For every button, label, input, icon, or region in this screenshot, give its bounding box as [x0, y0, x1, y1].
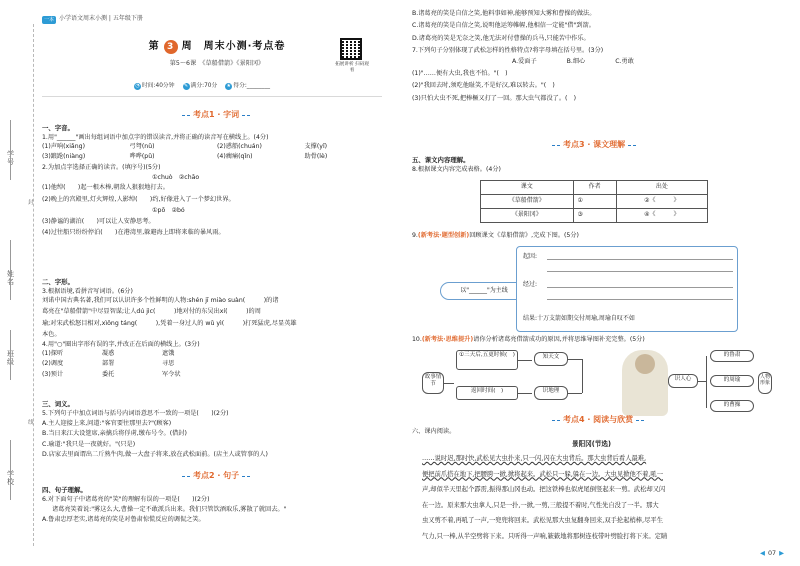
passage-line[interactable]: 瑜;对宋武松怒目相对,xìǒng táng( ),凭着一身过人的 wǔ yì( )打死猛虎,尽显英雄 — [42, 319, 297, 327]
option-a: A.爱面子 — [512, 58, 537, 66]
question-text: 6.对下面句子中诸葛亮的"笑"的理解有误的一项是( )(2分) — [42, 495, 210, 503]
score-field[interactable]: 得分:________ — [233, 83, 270, 89]
zhuge-liang-illustration — [622, 350, 668, 416]
fill-item[interactable]: (2)晚上的宫殿里,灯火辉煌,人影绰( )约,好像进入了一个梦幻世界。 — [42, 195, 235, 203]
weather-node: 知天文 — [534, 352, 568, 366]
fill-item[interactable]: (3)只怕大虫不死,把棒橛又打了一回。那大虫气都没了。( ) — [412, 94, 577, 102]
part-heading: 三、词义。 — [42, 400, 74, 408]
answer-line[interactable] — [547, 299, 733, 300]
table-cell[interactable]: ②《 》 — [616, 195, 707, 209]
cause-label: 起因: — [523, 253, 538, 260]
passage-line: 本色。 — [42, 331, 61, 339]
question-text: 2.为加点字选择正确的读音。(填序号)(5分) — [42, 163, 161, 171]
passage-line: ……说时迟,那时快,武松见大虫扑来,只一闪,闪在大虫背后。那大虫背后看人最难, — [422, 455, 647, 462]
choice-c[interactable]: C.瑜道:"我只是一夜就好。"(只是) — [42, 440, 136, 448]
school-field[interactable] — [10, 440, 11, 500]
next-page-icon[interactable]: ▶ — [779, 549, 784, 558]
question-group-5 — [412, 156, 790, 174]
question-text: 3.根据语境,看拼音写词语。(6分) — [42, 287, 133, 295]
question-text: 7.下列句子分别体现了武松怎样的性格特点?将字母填在括号里。(3分) — [412, 47, 604, 55]
full-score: 满分:70分 — [190, 83, 218, 89]
answer-line[interactable] — [547, 259, 733, 260]
q6-continued — [412, 10, 790, 103]
page-number: 07 — [767, 549, 777, 558]
passage-line: 便把前爪搭在地下,把腰胯一掀,掀将起来。武松只一躲,躲在一边。大虫见掀他不着,吼一 — [422, 470, 663, 478]
question-group-4 — [42, 486, 392, 525]
table-cell[interactable]: ① — [573, 195, 616, 209]
choice-d[interactable]: D.店家去里面谓出二斤熟牛肉,做一大盘子将来,放在武松面前。(店主人或管事的人) — [42, 451, 268, 459]
section-heading-3: 考点3 · 课文理解 — [552, 140, 636, 151]
passage-line[interactable]: 葛亮在"草船借箭"中尽显智谋;让人dú jìc( )地对付的东吴出xí( )的周 — [42, 308, 261, 316]
table-cell: 《景阳冈》 — [481, 209, 574, 223]
question-text: 8.根据课文内容完成表格。(4分) — [412, 165, 501, 173]
part-heading: 一、字音。 — [42, 124, 74, 132]
result-text: 结果:十万支箭如期交付周瑜,周瑜自叹不如 — [523, 315, 635, 322]
word-cell[interactable]: (3)预计 — [42, 370, 64, 378]
story-node: 故事情节 — [422, 372, 444, 394]
passage-line: 在一边。原来那大虫拿人,只是一扑,一掀,一剪,三般提不着时,气性先自没了一半。那大 — [422, 501, 659, 509]
event-node[interactable]: 返回时间( ) — [456, 386, 518, 400]
series-header — [42, 14, 143, 25]
cut-line — [33, 24, 34, 546]
word-cell[interactable]: 寻思 — [162, 360, 175, 368]
part-heading: 四、句子理解。 — [42, 486, 87, 494]
series-title: 小学语文周末小测 | 五年级下册 — [59, 15, 143, 23]
word-cell[interactable]: 部署 — [102, 360, 115, 368]
q4-row — [42, 371, 222, 379]
question-group-2 — [42, 278, 392, 379]
prev-page-icon[interactable]: ◀ — [760, 549, 765, 558]
label-student-no: 学号 — [6, 150, 15, 166]
pinyin-options: ①chuò ②chāo — [152, 174, 200, 182]
result-icon: ★ — [226, 83, 231, 89]
week-number-badge: 3 — [164, 40, 178, 54]
word-cell[interactable]: 凝惑 — [102, 349, 115, 357]
plot-diagram — [516, 246, 738, 332]
fill-item[interactable]: (4)过往船只纷纷停泊( )在港湾里,躲避海上即将来临的暴风雨。 — [42, 228, 225, 236]
fill-item[interactable]: (1)他绰( )起一根木棒,朝敌人狠狠地打去。 — [42, 184, 169, 192]
part-heading: 二、字形。 — [42, 278, 74, 286]
question-text: 4.用"○"圈出字形有误的字,并改正在后面的横线上。(3分) — [42, 341, 200, 349]
binding-margin — [0, 0, 40, 566]
option-b: B.细心 — [566, 58, 586, 66]
option-cell[interactable]: (2)惑船(chuán) — [217, 143, 262, 150]
section-heading-4: 考点4 · 阅读与欣赏 — [552, 415, 644, 426]
series-logo: 一本 — [44, 16, 55, 23]
question-text: 回顾课文《草船借箭》,完成下图。(5分) — [469, 232, 579, 239]
clock-icon: ◔ — [135, 83, 140, 89]
table-row — [481, 209, 708, 223]
question-tag: (新考法·思维提升) — [421, 336, 474, 343]
passage-line: 气力,只一棒,从半空劈将下来。只听得一声响,簌簌地将那树连枝带叶劈脸打将下来。定睛 — [422, 532, 668, 540]
line-mark: 线 — [28, 420, 34, 426]
know-people-node: 识人心 — [668, 374, 698, 388]
score-icon: ✎ — [183, 83, 189, 89]
passage-line: 虫又剪不着,再吼了一声,一兜兜将回来。武松见那大虫复翻身回来,双手抡起梢棒,尽平生 — [422, 517, 663, 525]
seal-mark: 封 — [28, 200, 34, 206]
fill-item[interactable]: (2)"我回去时,须吃他耻笑,不是好汉,难以转去。"( ) — [412, 82, 555, 90]
option-cell[interactable]: (1)声响(xiǎng) — [42, 143, 85, 150]
quote-text: 诸葛亮笑着说:"雾这么大,曹操一定不敢派兵出来。我们只管饮酒取乐,雾散了就回去。" — [52, 506, 287, 513]
q4-row — [42, 360, 222, 368]
column-header: 出处 — [616, 181, 707, 195]
choice-b[interactable]: B.当日来江大设筵席,亲擒兵将俘虏,缴布号令。(借封) — [42, 430, 187, 438]
paper-title — [92, 40, 342, 68]
option-cell[interactable]: 支撑(yǐ) — [304, 143, 328, 150]
option-cell[interactable]: (3)踉跄(niàng) — [42, 153, 86, 161]
left-page — [42, 0, 394, 566]
units-subtitle: 第5～6课 《草船借箭》《景阳冈》 — [169, 60, 265, 67]
choice-a[interactable]: A.主人迎接上来,问道:"客官要往那里去?"(顾客) — [42, 420, 172, 427]
geography-node: 识地理 — [534, 386, 568, 400]
option-cell[interactable]: 弓弩(nǔ) — [129, 143, 155, 150]
choice-a[interactable]: A.鲁肃忠厚老实,诸葛亮的笑是对鲁肃惊慌反应的调侃之笑。 — [42, 516, 205, 524]
class-field[interactable] — [10, 330, 11, 380]
word-cell[interactable]: (1)探听 — [42, 349, 64, 357]
question-text: 5.下列句子中加点词语与括号内词语意思不一致的一项是( )(2分) — [42, 409, 229, 417]
word-cell[interactable]: 委托 — [102, 370, 115, 378]
question-tag: (新考法·题型创新) — [417, 232, 470, 239]
q7-options — [412, 58, 790, 66]
q1-row — [42, 143, 392, 151]
table-header-row — [481, 181, 708, 195]
process-label: 经过: — [523, 281, 538, 288]
option-cell[interactable]: 哗哗(pǔ) — [129, 153, 155, 161]
q4-row — [42, 350, 222, 358]
event-node[interactable]: ①三天后,五更时候( ) — [456, 350, 518, 370]
question-group-3 — [42, 400, 392, 459]
answer-line[interactable] — [547, 287, 733, 288]
table-cell[interactable]: ③ — [573, 209, 616, 223]
mind-map — [422, 350, 772, 420]
column-header: 课文 — [481, 181, 574, 195]
mainline-bubble[interactable]: 以"______"为主线 — [440, 282, 528, 300]
section-heading-2: 考点2 · 句子 — [182, 471, 250, 482]
table-cell[interactable]: ④《 》 — [616, 209, 707, 223]
week-suffix: 周 周末小测·考点卷 — [181, 41, 286, 53]
right-page — [412, 0, 792, 566]
q1-row — [42, 153, 392, 161]
choice-b[interactable]: B.诸葛亮的笑是自信之笑,他料事如神,能够预知大雾和曹操的做法。 — [412, 10, 596, 17]
option-cell[interactable]: (4)瘸痛(qǐn) — [217, 153, 253, 161]
part-heading: 六、课内阅读。 — [412, 428, 456, 435]
student-no-field[interactable] — [10, 120, 11, 180]
word-cell[interactable]: 遮饿 — [162, 349, 175, 357]
passage-line: 声,却似半天里起个霹雳,振得那山冈也动。把这铁棒也似虎尾倒竖起来一剪。武松却又闪 — [422, 486, 666, 494]
passage-title: 景阳冈(节选) — [572, 440, 611, 448]
table-row — [481, 195, 708, 209]
question-text: 1.用"______"画出每组词语中加点字的错误读音,并将正确的读音写在横线上。(4分) — [42, 133, 269, 141]
question-10: 10.(新考法·思维提升)请你分析诸葛亮借箭成功的原因,并将思维导图补充完整。(5分) — [412, 336, 645, 343]
fill-item[interactable]: (3)静谧的湖泊( )可以让人安静思考。 — [42, 217, 155, 225]
trait-node[interactable]: 的鲁肃 — [710, 350, 754, 362]
option-cell[interactable]: 助骨(lè) — [304, 153, 328, 161]
fill-item[interactable]: (1)"……便有大虫,我也不怕。"( ) — [412, 69, 508, 77]
week-prefix: 第 — [148, 41, 160, 53]
divider — [42, 96, 382, 97]
trait-node[interactable]: 的曹操 — [710, 400, 754, 412]
table-cell: 《草船借箭》 — [481, 195, 574, 209]
exam-meta — [134, 83, 270, 91]
time-limit: 时间:40分钟 — [142, 83, 175, 89]
choice-d[interactable]: D.诸葛亮的笑是无奈之笑,他无法对付曹操的兵马,只能苦中作乐。 — [412, 34, 590, 42]
info-table — [480, 180, 708, 223]
label-school: 学校 — [6, 470, 15, 486]
word-cell[interactable]: (2)调度 — [42, 360, 64, 368]
question-group-1 — [42, 124, 392, 237]
answer-line[interactable] — [547, 271, 733, 272]
label-name: 姓名 — [6, 270, 15, 286]
section-heading-1: 考点1 · 字词 — [182, 110, 250, 121]
label-class: 班级 — [6, 350, 15, 366]
name-field[interactable] — [10, 240, 11, 300]
qr-code-icon[interactable] — [340, 38, 362, 60]
word-cell[interactable]: 军令状 — [162, 370, 181, 378]
column-header: 作者 — [573, 181, 616, 195]
choice-c[interactable]: C.诸葛亮的笑是自信之笑,说明他运筹帷幄,他相信一定能"借"到箭。 — [412, 22, 595, 30]
passage-line[interactable]: 刘诺中国古典名著,我们可以认识许多个性鲜明的人物:shén jī miào suàn( )的诸 — [42, 297, 279, 304]
question-9: 9.(新考法·题型创新)回顾课文《草船借箭》,完成下图。(5分) — [412, 232, 579, 239]
reading-passage — [422, 451, 788, 545]
part-heading: 五、课文内容理解。 — [412, 156, 470, 164]
character-node: 人物形象 — [758, 372, 772, 394]
trait-node[interactable]: 的周瑜 — [710, 375, 754, 387]
pagination — [760, 549, 784, 558]
question-text: 请你分析诸葛亮借箭成功的原因,并将思维导图补充完整。(5分) — [473, 336, 645, 343]
option-c: C.勇敢 — [615, 58, 634, 66]
pinyin-options: ①pō ②bó — [152, 207, 185, 215]
qr-caption: 拓展讲析 扫码观看 — [335, 62, 369, 73]
